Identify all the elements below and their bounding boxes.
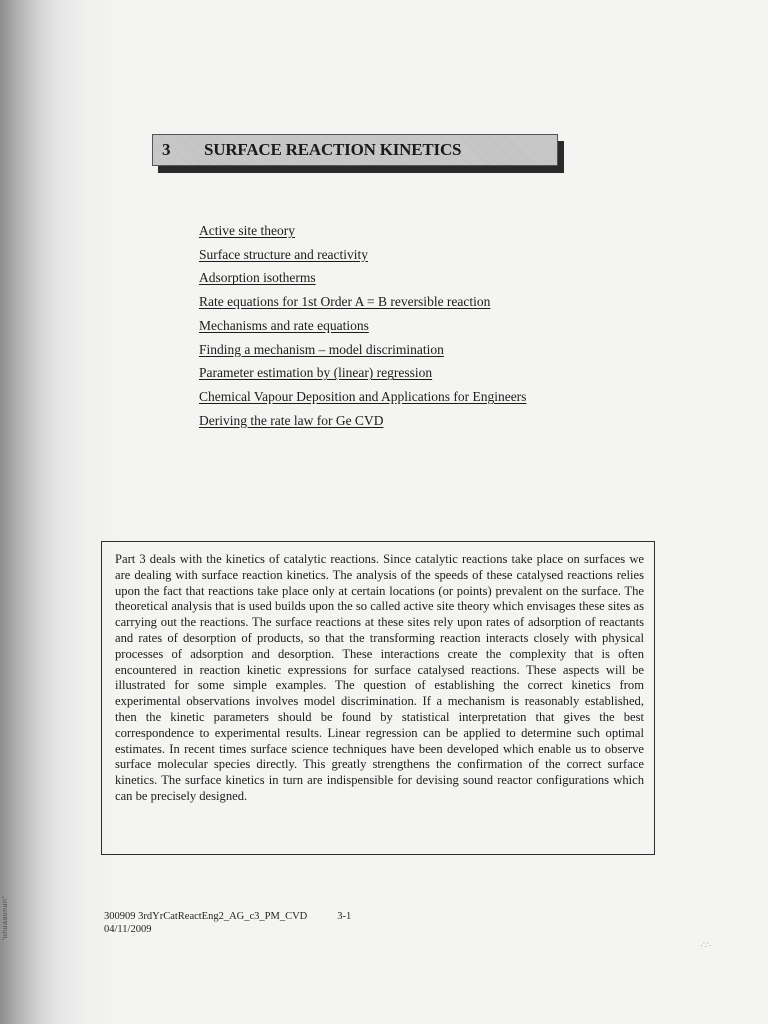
margin-stamp: 'unuaaunun'' bbox=[2, 894, 9, 940]
topic-item[interactable]: Adsorption isotherms bbox=[199, 270, 316, 286]
topic-item[interactable]: Parameter estimation by (linear) regression bbox=[199, 365, 433, 381]
footer-doc-id: 300909 3rdYrCatReactEng2_AG_c3_PM_CVD bbox=[104, 911, 308, 922]
topic-item[interactable]: Rate equations for 1st Order A = B reversible reaction bbox=[199, 294, 491, 310]
topic-list bbox=[199, 219, 526, 432]
topic-item[interactable]: Chemical Vapour Deposition and Applications for Engineers bbox=[199, 388, 527, 404]
footer-page-number: 3-1 bbox=[337, 911, 352, 922]
summary-text: Part 3 deals with the kinetics of catalytic reactions. Since catalytic reactions take place on surfaces we are dealing with surface reaction kinetics. The analysis of the speeds of these catalysed reactions relies upon the fact that reactions take place only at certain locations (or points) prevalent on the surface. The theoretical analysis that is used builds upon the so called active site theory which envisages these sites as carrying out the reactions. The surface reactions at these sites rely upon rates of adsorption of reactants and rates of desorption of products, so that the transforming reaction interacts closely with physical processes of adsorption and desorption. These interactions create the complexity that is often encountered in reaction kinetic expressions for surface catalysed reactions. These aspects will be illustrated for some simple examples. The question of establishing the correct kinetics from experimental observations involves model discrimination. If a mechanism is reasonably established, then the kinetic parameters should be found by statistical interpretation that gives the best correspondence to experimental results. Linear regression can be applied to determine such optimal estimates. In recent times surface science techniques have been developed which enable us to observe surface molecular species directly. This greatly strengthens the confirmation of the correct surface kinetics. The surface kinetics in turn are indispensible for devising sound reactor configurations which can be precisely designed. bbox=[115, 552, 644, 803]
topic-item[interactable]: Mechanisms and rate equations bbox=[199, 317, 369, 333]
scan-speck-mark: ·∵· bbox=[700, 940, 712, 950]
chapter-title: SURFACE REACTION KINETICS bbox=[204, 140, 462, 159]
topic-item[interactable]: Surface structure and reactivity bbox=[199, 246, 369, 262]
footer-date: 04/11/2009 bbox=[104, 924, 152, 935]
topic-item[interactable]: Deriving the rate law for Ge CVD bbox=[199, 412, 384, 428]
chapter-heading bbox=[152, 134, 558, 166]
summary-box bbox=[101, 541, 655, 855]
topic-item[interactable]: Finding a mechanism – model discrimination bbox=[199, 341, 444, 357]
page-footer bbox=[104, 910, 351, 936]
topic-item[interactable]: Active site theory bbox=[199, 223, 295, 238]
chapter-number: 3 bbox=[162, 140, 171, 159]
